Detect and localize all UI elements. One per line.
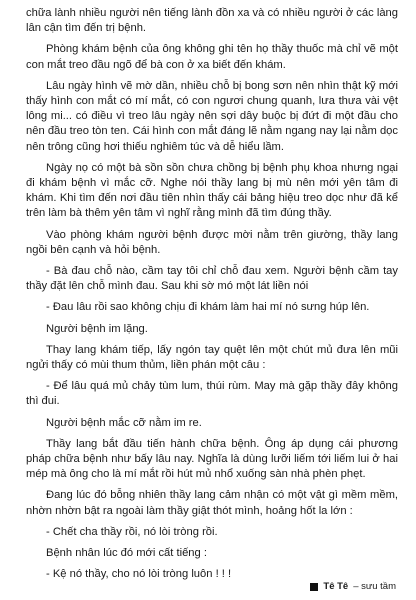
paragraph: Thầy lang bắt đầu tiến hành chữa bệnh. Ông áp dụng cái phương pháp chữa bệnh như bấy lâu nay. Nghĩa là dùng lưỡi liếm tới liếm lui ở hai mép mà ông cho là mí mắt rồi hút mủ nhổ xuống sàn nhà phèn phẹt. (26, 437, 398, 481)
author-credit (310, 581, 396, 592)
paragraph: Ngày nọ có một bà sồn sồn chưa chồng bị bệnh phụ khoa nhưng ngại đi khám bệnh vì mắc cỡ. Nghe nói thầy lang bị mù nên mới yên tâm đi khám. Khi tìm đến nơi đầu tiên nhìn thấy cái bảng hiệu treo dọc như đã kể trên làm bà thêm yên tâm vì nghĩ rằng mình đã tìm đúng thầy. (26, 161, 398, 220)
paragraph: - Bà đau chỗ nào, cầm tay tôi chỉ chỗ đau xem. Người bệnh cầm tay thầy đặt lên chỗ mình đau. Sau khi sờ mó một lát liền nói (26, 265, 398, 293)
paragraph: - Đau lâu rồi sao không chịu đi khám làm hai mí nó sưng húp lên. (46, 301, 370, 314)
paragraph: Người bệnh im lặng. (46, 322, 148, 335)
paragraph: Thay lang khám tiếp, lấy ngón tay quệt lên một chút mủ đưa lên mũi ngửi thấy có mùi thum thủm, liền phán một câu : (26, 343, 398, 372)
credit-author: Tê Tê (323, 581, 349, 592)
paragraph: chữa lành nhiều người nên tiếng lành đồn xa và có nhiều người ở các làng lân cận tìm đến trị bệnh. (26, 7, 398, 35)
credit-suffix: – sưu tầm (353, 581, 396, 592)
paragraph: - Để lâu quá mủ chảy tùm lum, thúi rùm. May mà gặp thầy đây không thì đui. (26, 380, 398, 408)
article-body (26, 6, 398, 583)
paragraph: Bệnh nhân lúc đó mới cất tiếng : (46, 547, 207, 560)
paragraph: Người bệnh mắc cỡ nằm im re. (46, 416, 202, 429)
paragraph: Lâu ngày hình vẽ mờ dần, nhiều chỗ bị bong sơn nên nhìn thật kỹ mới thấy hình con mắt có mí mắt, có con ngươi chung quanh, lưa thưa vài vệt lông mi... có điều vì treo lâu ngày nên sợi dây buộc bị đứt đi một đầu cho nên đầu treo tòn ten. Cái hình con mắt đáng lẽ nằm ngang nay lại nằm dọc nên trông cũng hơi thiếu nghiêm túc và dễ hiểu lầm. (26, 79, 398, 153)
black-square-icon (310, 583, 318, 591)
paragraph: Đang lúc đó bỗng nhiên thầy lang cảm nhận có một vật gì mềm mềm, nhờn nhờn bật ra ngoài làm thầy giật thót mình, hoảng hốt la lớn : (26, 489, 398, 517)
paragraph: Phòng khám bệnh của ông không ghi tên họ thầy thuốc mà chỉ vẽ một con mắt treo đầu ngõ để bà con ở xa biết đến khám. (26, 43, 398, 71)
paragraph: - Chết cha thầy rồi, nó lòi tròng rồi. (46, 525, 218, 538)
paragraph: Vào phòng khám người bệnh được mời nằm trên giường, thầy lang ngồi bên cạnh và hỏi bệnh. (26, 228, 398, 256)
paragraph: - Kệ nó thầy, cho nó lòi tròng luôn ! ! ! (46, 568, 232, 581)
